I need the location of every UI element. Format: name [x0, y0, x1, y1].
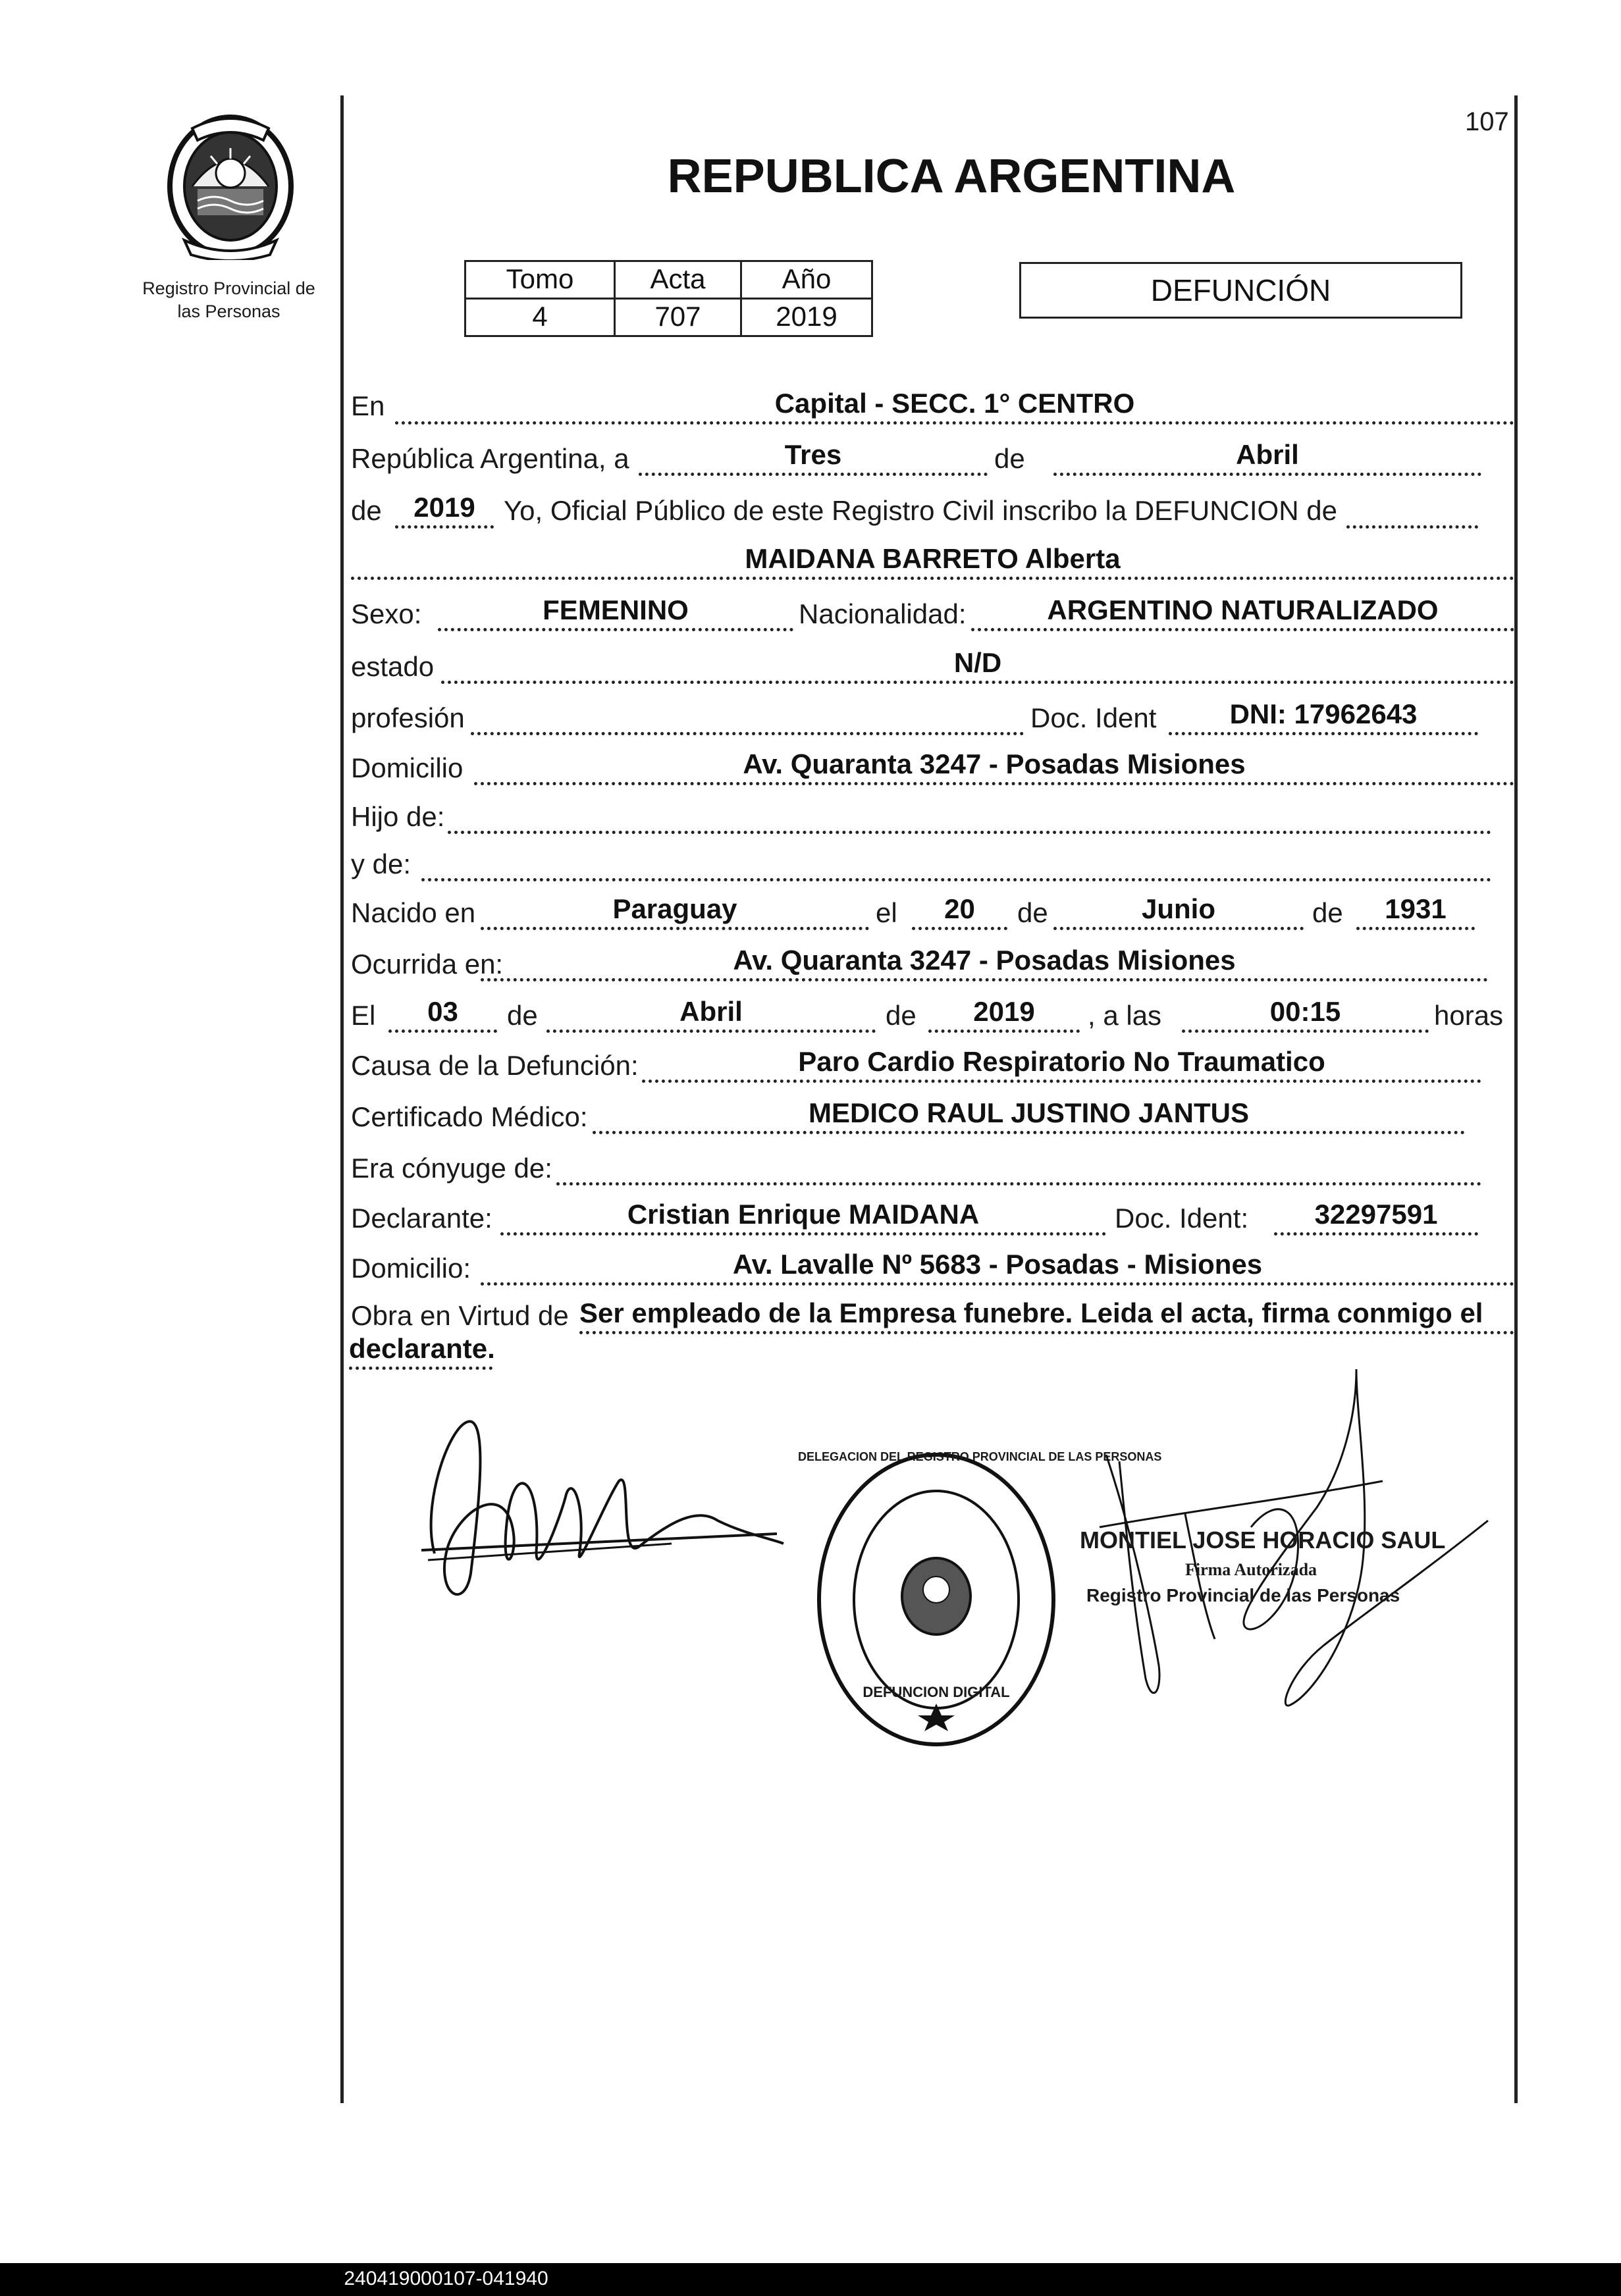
footer-barcode-text: 240419000107-041940 [344, 2268, 548, 2289]
label-estado: estado [351, 651, 435, 682]
table-header-tomo: Tomo [464, 260, 616, 300]
label-en: En [351, 390, 385, 421]
table-value-tomo: 4 [464, 298, 616, 337]
dotted-line-sexo [438, 628, 793, 631]
label-el-1: el [876, 897, 897, 928]
page-title: REPUBLICA ARGENTINA [667, 150, 1236, 203]
table-value-anio: 2019 [740, 298, 873, 337]
label-de-4: de [1312, 897, 1343, 928]
label-y-de: y de: [351, 848, 412, 879]
label-el-2: El [351, 1000, 376, 1031]
stamp-ring-text: DELEGACION DEL REGISTRO PROVINCIAL DE LAS PERSONAS [798, 1450, 1162, 1463]
dotted-line-dni [1169, 732, 1478, 735]
field-estado: N/D [953, 647, 1002, 678]
label-conyuge: Era cónyuge de: [351, 1153, 552, 1184]
label-de-5: de [507, 1000, 538, 1031]
doc-type-box: DEFUNCIÓN [1019, 262, 1462, 319]
dotted-line-def-anio [928, 1030, 1080, 1033]
table-header-anio: Año [740, 260, 873, 300]
field-nacionalidad: ARGENTINO NATURALIZADO [1047, 594, 1439, 625]
field-nacido-en: Paraguay [612, 893, 737, 924]
field-dia-letras: Tres [784, 439, 842, 470]
dotted-line-nac-mes [1053, 927, 1304, 930]
official-office: Registro Provincial de las Personas [1086, 1585, 1400, 1605]
page-number: 107 [1465, 107, 1509, 136]
field-sexo: FEMENINO [543, 594, 689, 625]
label-nacionalidad: Nacionalidad: [799, 598, 967, 629]
field-declarante-domicilio: Av. Lavalle Nº 5683 - Posadas - Misiones [732, 1249, 1263, 1280]
official-role: Firma Autorizada [1185, 1560, 1317, 1579]
dotted-line-def-dia [388, 1030, 497, 1033]
label-de-1: de [994, 443, 1025, 474]
dotted-line-obra-2 [349, 1367, 492, 1370]
dotted-line-certificado [593, 1131, 1465, 1134]
label-horas: horas [1434, 1000, 1504, 1031]
dotted-line-dia [639, 473, 988, 476]
dotted-line-y-de [421, 878, 1491, 881]
label-de-2: de [351, 495, 382, 526]
field-def-dia: 03 [427, 996, 458, 1027]
dotted-line-causa [642, 1080, 1481, 1083]
label-profesion: profesión [351, 702, 465, 733]
label-domicilio: Domicilio [351, 752, 464, 783]
misiones-seal-logo [158, 109, 303, 260]
field-nac-dia: 20 [944, 893, 975, 924]
label-nacido-en: Nacido en [351, 897, 476, 928]
label-obra: Obra en Virtud de [351, 1300, 569, 1331]
dotted-line-nombre [351, 577, 1514, 580]
field-declarante: Cristian Enrique MAIDANA [627, 1199, 980, 1230]
dotted-line-nac-anio [1356, 927, 1475, 930]
dotted-line-def-hora [1182, 1030, 1429, 1033]
registry-name-line2: las Personas [177, 301, 280, 321]
dotted-line-anio [395, 525, 494, 529]
dotted-line-conyuge [556, 1182, 1481, 1186]
field-def-hora: 00:15 [1269, 996, 1341, 1027]
field-obra-line2: declarante. [349, 1333, 495, 1364]
table-header-acta: Acta [614, 260, 742, 300]
field-dni: DNI: 17962643 [1229, 698, 1418, 729]
label-hijo-de: Hijo de: [351, 801, 445, 832]
dotted-line-estado [441, 681, 1514, 684]
field-nac-anio: 1931 [1385, 893, 1447, 924]
stamp-seal-drawing [811, 1448, 1061, 1751]
dotted-line-def-mes [546, 1030, 876, 1033]
label-oficial: Yo, Oficial Público de este Registro Civil inscribo la DEFUNCION de [504, 495, 1337, 526]
field-domicilio: Av. Quaranta 3247 - Posadas Misiones [743, 748, 1246, 779]
field-def-mes: Abril [679, 996, 743, 1027]
dotted-line-declarante-doc [1274, 1232, 1478, 1236]
field-declarante-doc: 32297591 [1314, 1199, 1438, 1230]
field-anio: 2019 [413, 492, 475, 523]
dotted-line-lugar [395, 421, 1514, 425]
label-republica: República Argentina, a [351, 443, 629, 474]
stamp-center-text: DEFUNCION DIGITAL [863, 1684, 1010, 1700]
dotted-line-nac-dia [912, 927, 1007, 930]
label-sexo: Sexo: [351, 598, 422, 629]
dotted-line-domicilio [474, 782, 1514, 785]
label-de-3: de [1017, 897, 1048, 928]
label-ocurrida-en: Ocurrida en: [351, 949, 504, 979]
field-certificado: MEDICO RAUL JUSTINO JANTUS [809, 1097, 1249, 1128]
official-signature [1080, 1363, 1501, 1725]
label-domicilio-2: Domicilio: [351, 1253, 471, 1284]
dotted-line-nacido-en [481, 927, 869, 930]
table-value-acta: 707 [614, 298, 742, 337]
field-causa: Paro Cardio Respiratorio No Traumatico [798, 1046, 1325, 1077]
label-declarante: Declarante: [351, 1203, 492, 1234]
field-mes: Abril [1236, 439, 1299, 470]
field-lugar: Capital - SECC. 1° CENTRO [774, 388, 1135, 419]
dotted-line-nacionalidad [971, 628, 1514, 631]
label-a-las: , a las [1088, 1000, 1162, 1031]
label-doc-ident: Doc. Ident [1030, 702, 1157, 733]
label-certificado: Certificado Médico: [351, 1101, 588, 1132]
seal-emblem-icon [158, 109, 303, 260]
dotted-line-oficial-end [1346, 525, 1478, 529]
dotted-line-hijo-de [448, 831, 1491, 834]
dotted-line-ocurrida-en [481, 978, 1488, 981]
official-stamp [798, 1448, 1162, 1751]
official-name: MONTIEL JOSE HORACIO SAUL [1080, 1526, 1446, 1553]
field-obra-line1: Ser empleado de la Empresa funebre. Leida el acta, firma conmigo el [579, 1297, 1483, 1328]
right-margin-line [1514, 95, 1518, 2103]
declarant-signature [408, 1402, 790, 1626]
dotted-line-profesion [471, 732, 1024, 735]
dotted-line-obra-1 [579, 1331, 1514, 1334]
dotted-line-declarante [500, 1232, 1106, 1236]
field-nombre: MAIDANA BARRETO Alberta [745, 543, 1121, 574]
field-nac-mes: Junio [1142, 893, 1215, 924]
left-margin-line [340, 95, 344, 2103]
label-de-6: de [886, 1000, 917, 1031]
registry-name-line1: Registro Provincial de [142, 278, 315, 298]
label-doc-ident-2: Doc. Ident: [1115, 1203, 1249, 1234]
declarant-signature-drawing [408, 1402, 790, 1626]
dotted-line-declarante-domicilio [481, 1282, 1514, 1286]
field-ocurrida-en: Av. Quaranta 3247 - Posadas Misiones [733, 945, 1236, 976]
field-def-anio: 2019 [973, 996, 1035, 1027]
dotted-line-mes [1053, 473, 1481, 476]
label-causa: Causa de la Defunción: [351, 1050, 639, 1081]
